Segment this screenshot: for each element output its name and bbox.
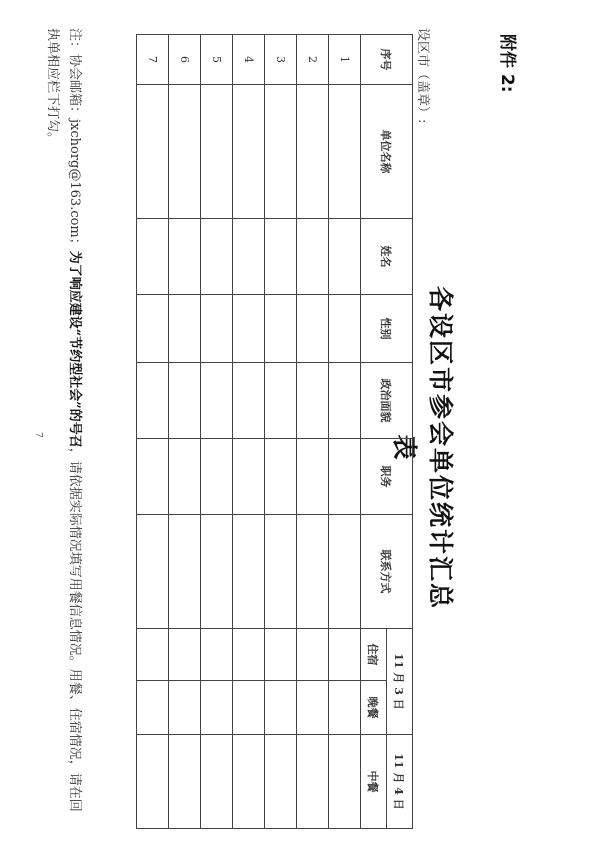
cell-dinner[interactable] [169, 681, 201, 735]
cell-contact[interactable] [265, 515, 297, 629]
cell-lodging[interactable] [329, 629, 361, 681]
header-nov4-lunch: 中餐 [361, 735, 387, 829]
row-seq: 3 [265, 35, 297, 85]
cell-lunch[interactable] [233, 735, 265, 829]
header-name: 姓名 [361, 219, 413, 295]
cell-lunch[interactable] [329, 735, 361, 829]
cell-lunch[interactable] [201, 735, 233, 829]
cell-political-status[interactable] [233, 363, 265, 439]
cell-lodging[interactable] [297, 629, 329, 681]
table-row [137, 35, 169, 829]
header-nov3-dinner: 晚餐 [361, 681, 387, 735]
cell-lunch[interactable] [137, 735, 169, 829]
statistics-table [136, 34, 413, 829]
cell-lunch[interactable] [169, 735, 201, 829]
cell-unit-name[interactable] [137, 85, 169, 219]
cell-gender[interactable] [297, 295, 329, 363]
header-nov4: 11 月 4 日 [387, 735, 413, 829]
header-seq: 序号 [361, 35, 413, 85]
cell-lunch[interactable] [297, 735, 329, 829]
document-title: 各设区市参会单位统计汇总表 [390, 285, 455, 610]
cell-dinner[interactable] [201, 681, 233, 735]
cell-lodging[interactable] [137, 629, 169, 681]
note-prefix: 注：协会邮箱：jxchorg@163.com； [67, 28, 82, 251]
region-stamp-label: 设区市（盖章）: [415, 28, 430, 124]
row-seq: 7 [137, 35, 169, 85]
row-seq: 4 [233, 35, 265, 85]
cell-dinner[interactable] [233, 681, 265, 735]
row-seq: 1 [329, 35, 361, 85]
header-row-1 [387, 35, 413, 829]
cell-gender[interactable] [233, 295, 265, 363]
row-seq: 2 [297, 35, 329, 85]
cell-unit-name[interactable] [329, 85, 361, 219]
cell-position[interactable] [265, 439, 297, 515]
cell-position[interactable] [137, 439, 169, 515]
table-row [201, 35, 233, 829]
header-nov3: 11 月 3 日 [387, 629, 413, 735]
cell-dinner[interactable] [265, 681, 297, 735]
cell-gender[interactable] [329, 295, 361, 363]
cell-name[interactable] [233, 219, 265, 295]
note-emphasis: 为了响应建设“节约型社会”的号召 [67, 250, 82, 448]
cell-gender[interactable] [265, 295, 297, 363]
cell-dinner[interactable] [137, 681, 169, 735]
cell-position[interactable] [233, 439, 265, 515]
cell-name[interactable] [169, 219, 201, 295]
cell-lodging[interactable] [265, 629, 297, 681]
cell-name[interactable] [201, 219, 233, 295]
cell-position[interactable] [297, 439, 329, 515]
cell-political-status[interactable] [169, 363, 201, 439]
table-row [329, 35, 361, 829]
cell-unit-name[interactable] [233, 85, 265, 219]
header-unit-name: 单位名称 [361, 85, 413, 219]
cell-contact[interactable] [297, 515, 329, 629]
table-row [265, 35, 297, 829]
cell-contact[interactable] [201, 515, 233, 629]
header-political-status: 政治面貌 [361, 363, 413, 439]
cell-political-status[interactable] [201, 363, 233, 439]
header-contact: 联系方式 [361, 515, 413, 629]
cell-political-status[interactable] [297, 363, 329, 439]
table-row [169, 35, 201, 829]
cell-unit-name[interactable] [265, 85, 297, 219]
cell-lunch[interactable] [265, 735, 297, 829]
cell-contact[interactable] [329, 515, 361, 629]
cell-name[interactable] [137, 219, 169, 295]
cell-political-status[interactable] [137, 363, 169, 439]
cell-contact[interactable] [137, 515, 169, 629]
cell-political-status[interactable] [265, 363, 297, 439]
attachment-label: 附件 2: [497, 34, 517, 93]
footnote [41, 28, 85, 818]
page-number: 7 [33, 432, 43, 438]
cell-gender[interactable] [201, 295, 233, 363]
table-row [233, 35, 265, 829]
cell-unit-name[interactable] [201, 85, 233, 219]
table-row [297, 35, 329, 829]
cell-political-status[interactable] [329, 363, 361, 439]
cell-position[interactable] [169, 439, 201, 515]
cell-contact[interactable] [169, 515, 201, 629]
cell-dinner[interactable] [297, 681, 329, 735]
cell-name[interactable] [297, 219, 329, 295]
cell-gender[interactable] [137, 295, 169, 363]
cell-unit-name[interactable] [169, 85, 201, 219]
header-gender: 性别 [361, 295, 413, 363]
header-position: 职务 [361, 439, 413, 515]
header-nov3-lodging: 住宿 [361, 629, 387, 681]
cell-position[interactable] [201, 439, 233, 515]
note-suffix: ，请依据实际情况填写用餐信息情况。用餐、住宿情况，请在回执单相应栏下打勾。 [45, 28, 82, 812]
cell-name[interactable] [329, 219, 361, 295]
cell-lodging[interactable] [169, 629, 201, 681]
cell-contact[interactable] [233, 515, 265, 629]
cell-lodging[interactable] [201, 629, 233, 681]
cell-gender[interactable] [169, 295, 201, 363]
cell-unit-name[interactable] [297, 85, 329, 219]
cell-position[interactable] [329, 439, 361, 515]
row-seq: 5 [201, 35, 233, 85]
row-seq: 6 [169, 35, 201, 85]
cell-lodging[interactable] [233, 629, 265, 681]
cell-dinner[interactable] [329, 681, 361, 735]
cell-name[interactable] [265, 219, 297, 295]
